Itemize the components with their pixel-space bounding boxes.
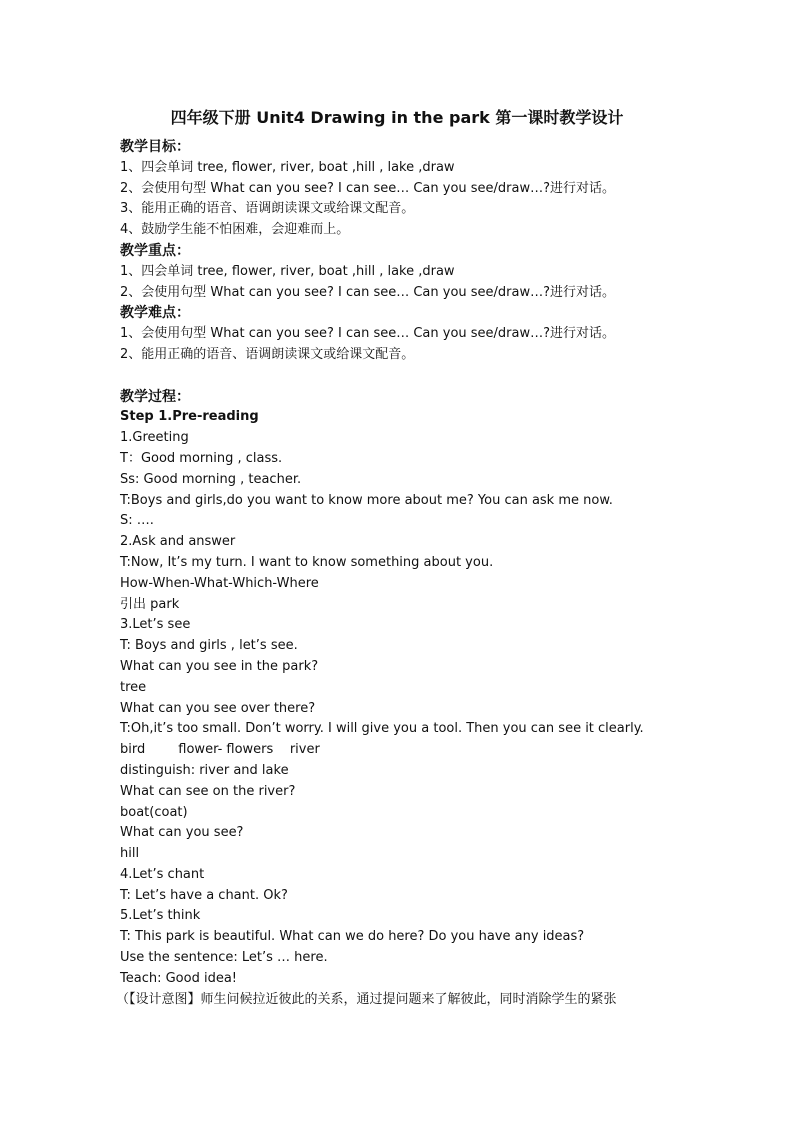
- process-line: 5.Let’s think: [120, 908, 201, 924]
- process-line: T:Boys and girls,do you want to know more about me? You can ask me now.: [120, 492, 613, 508]
- process-line: T: Let’s have a chant. Ok?: [120, 887, 288, 903]
- objective-item: 3、能用正确的语音、语调朗读课文或给课文配音。: [120, 201, 415, 217]
- process-line: T:Oh,it’s too small. Don’t worry. I will give you a tool. Then you can see it clearly.: [120, 721, 644, 737]
- process-line: boat(coat): [120, 804, 188, 820]
- process-line: Use the sentence: Let’s … here.: [120, 950, 328, 966]
- key-point-item: 1、四会单词 tree, flower, river, boat ,hill , lake ,draw: [120, 263, 455, 279]
- document-title: 四年级下册 Unit4 Drawing in the park 第一课时教学设计: [170, 108, 624, 127]
- process-line: tree: [120, 679, 147, 695]
- process-line: hill: [120, 846, 140, 862]
- process-line: 引出 park: [120, 596, 180, 612]
- objectives-heading: 教学目标：: [120, 139, 190, 155]
- blank-line: [120, 366, 720, 387]
- objective-item: 4、鼓励学生能不怕困难，会迎难而上。: [120, 222, 350, 238]
- process-heading: 教学过程：: [120, 388, 190, 405]
- key-points-heading: 教学重点：: [120, 242, 190, 259]
- process-line: 4.Let’s chant: [120, 866, 205, 882]
- process-line: T:Now, It’s my turn. I want to know something about you.: [120, 554, 494, 570]
- process-line: What can see on the river?: [120, 783, 296, 799]
- key-point-item: 2、会使用句型 What can you see? I can see… Can you see/draw…?进行对话。: [120, 284, 616, 300]
- process-line: Teach: Good idea!: [120, 970, 237, 986]
- difficulties-heading: 教学难点：: [120, 305, 190, 322]
- process-line: distinguish: river and lake: [120, 762, 289, 778]
- process-line: How-When-What-Which-Where: [120, 575, 319, 591]
- process-line: T: This park is beautiful. What can we do here? Do you have any ideas?: [120, 929, 585, 945]
- difficulty-item: 1、会使用句型 What can you see? I can see… Can you see/draw…?进行对话。: [120, 326, 616, 342]
- process-line: T：Good morning , class.: [120, 450, 283, 466]
- objective-item: 2、会使用句型 What can you see? I can see… Can you see/draw…?进行对话。: [120, 180, 616, 196]
- objective-item: 1、四会单词 tree, flower, river, boat ,hill , lake ,draw: [120, 159, 455, 175]
- process-line: S: ….: [120, 513, 154, 529]
- process-line: What can you see?: [120, 825, 244, 841]
- process-line: 1.Greeting: [120, 430, 189, 446]
- process-line: What can you see in the park?: [120, 658, 319, 674]
- process-line: Ss: Good morning , teacher.: [120, 471, 302, 487]
- design-note: （【设计意图】师生问候拉近彼此的关系，通过提问题来了解彼此，同时消除学生的紧张: [116, 991, 617, 1007]
- process-line: What can you see over there?: [120, 700, 316, 716]
- process-line: 2.Ask and answer: [120, 534, 236, 550]
- difficulty-item: 2、能用正确的语音、语调朗读课文或给课文配音。: [120, 346, 415, 362]
- document-body: [116, 137, 720, 1010]
- process-line: 3.Let’s see: [120, 617, 191, 633]
- process-line: T: Boys and girls , let’s see.: [120, 638, 298, 654]
- process-line: bird flower- flowers river: [120, 742, 320, 758]
- step-heading: Step 1.Pre-reading: [120, 409, 259, 425]
